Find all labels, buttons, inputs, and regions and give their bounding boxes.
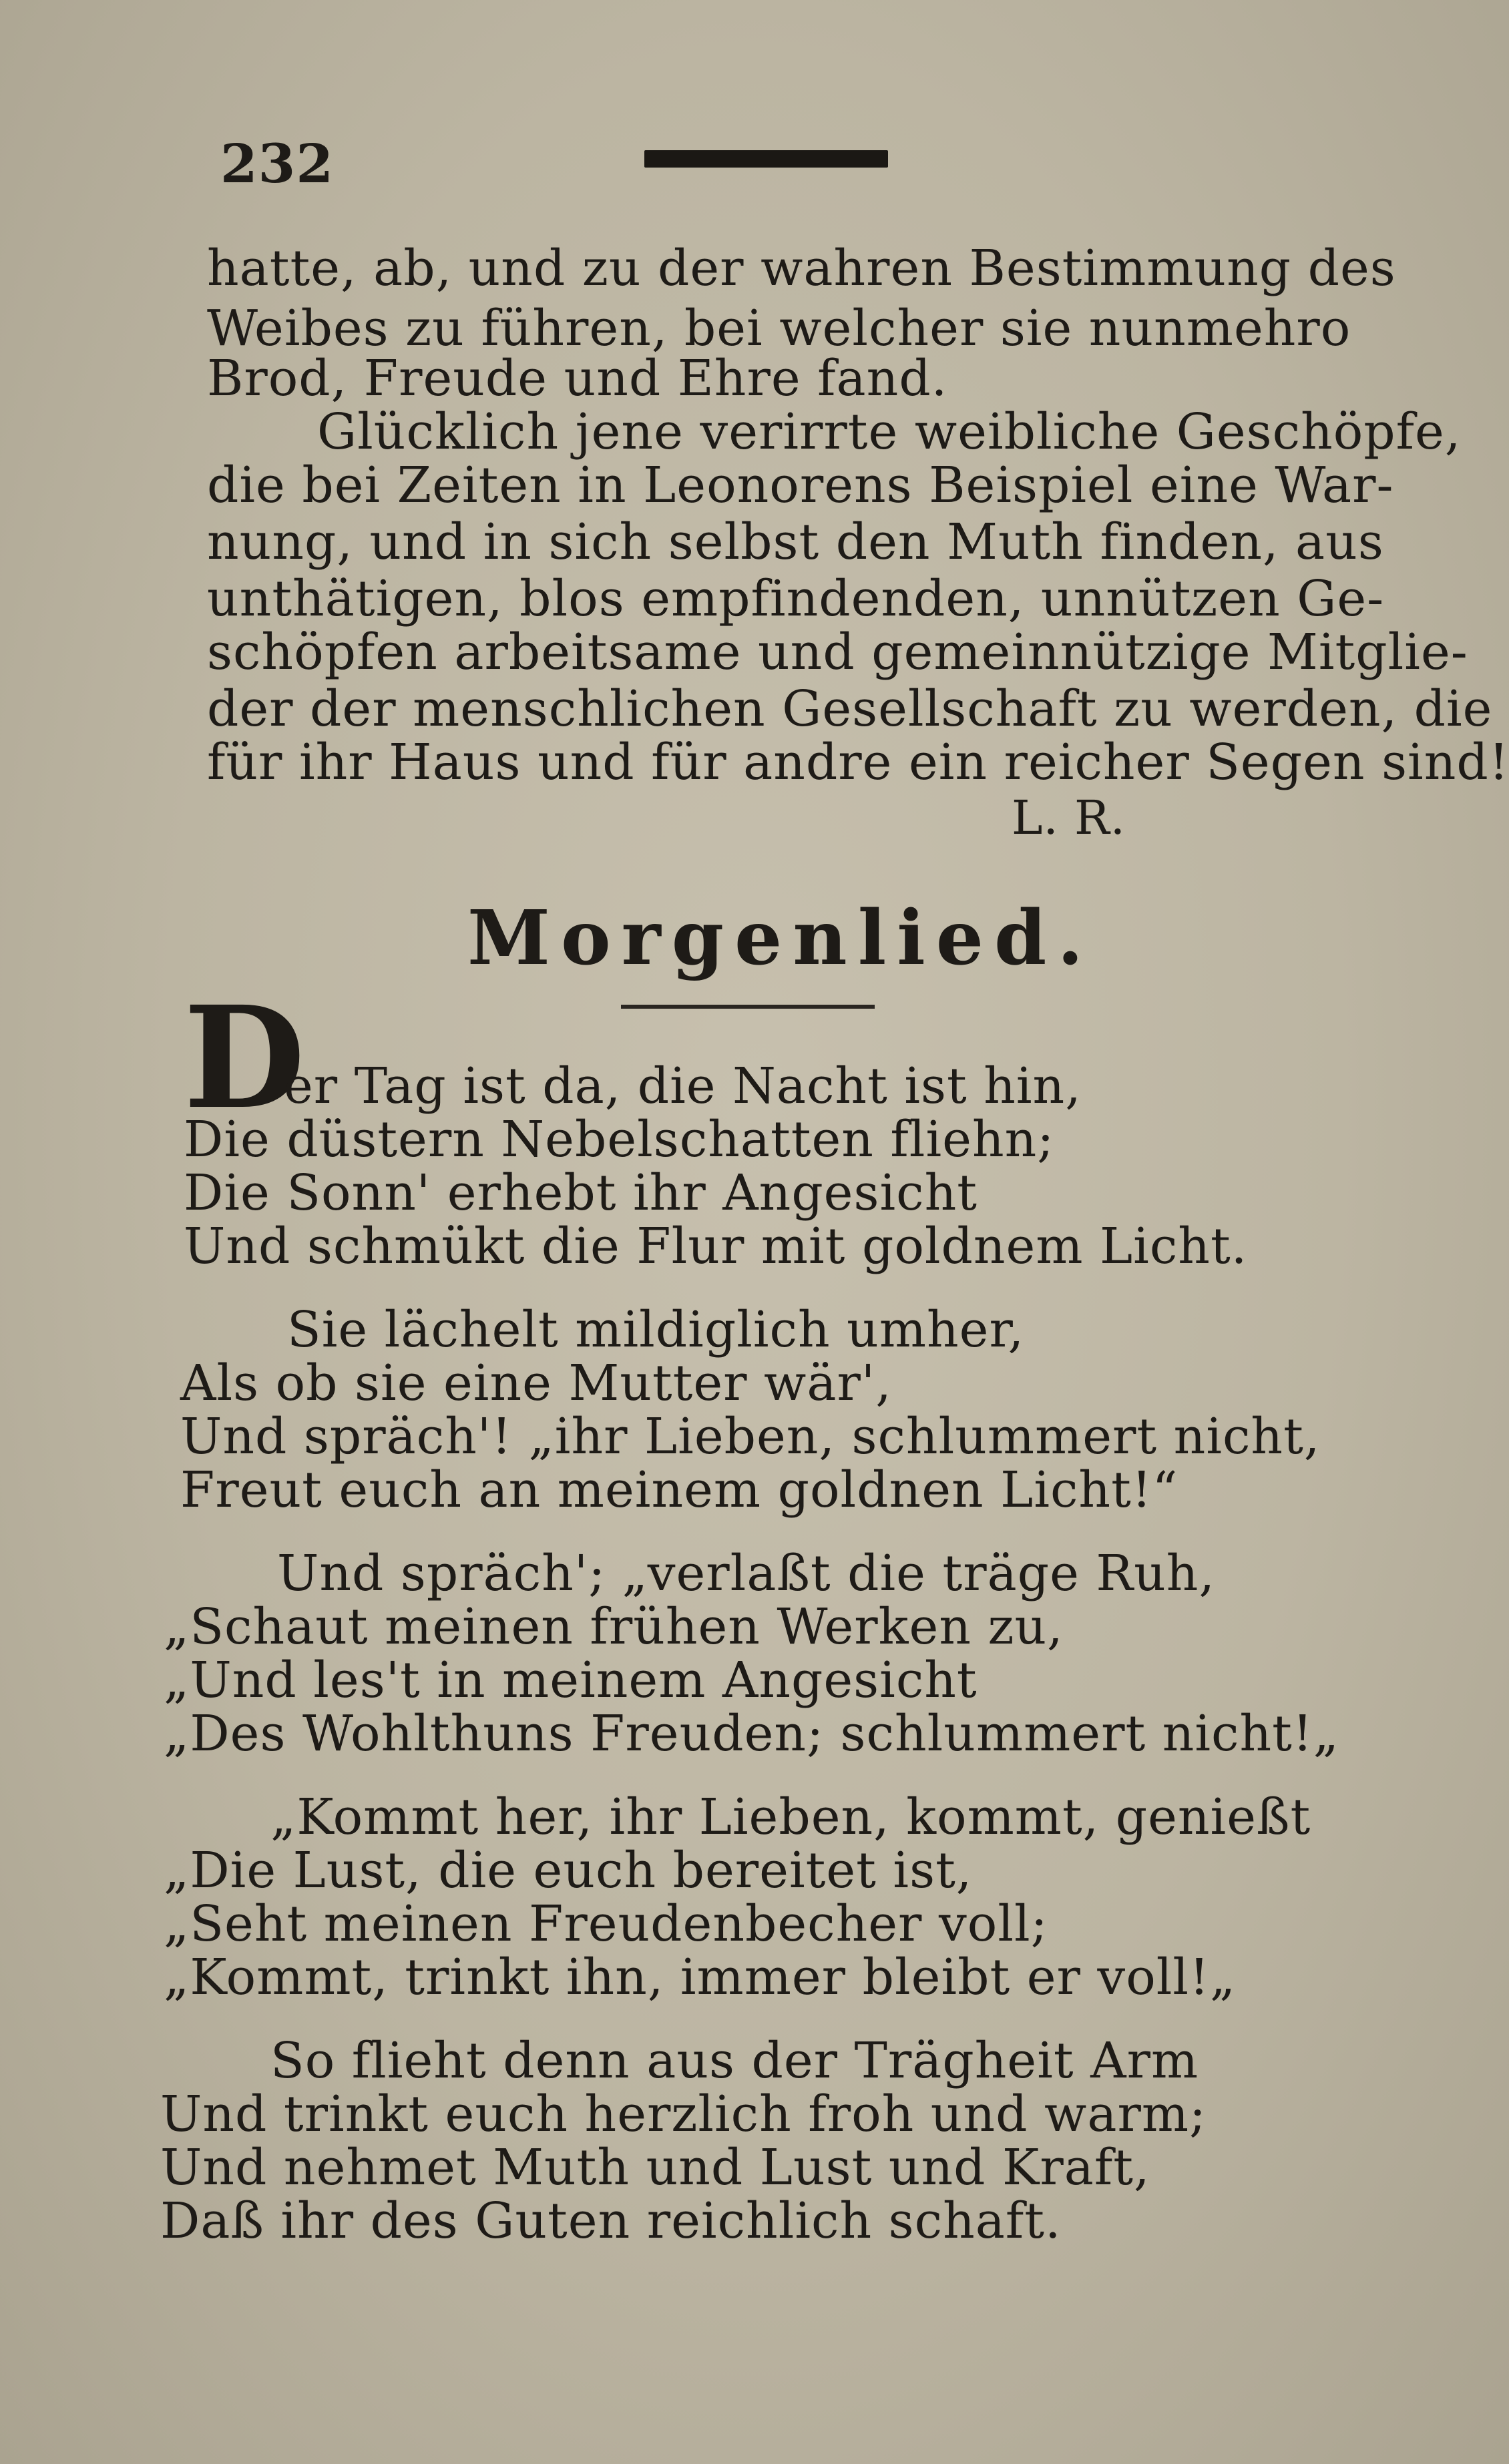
poem-line: „Die Lust, die euch bereitet ist, xyxy=(164,1842,973,1899)
poem-line: „Kommt her, ihr Lieben, kommt, genießt xyxy=(270,1788,1311,1846)
poem-line: Und trinkt euch herzlich froh und warm; xyxy=(160,2085,1207,2143)
poem-line: So flieht denn aus der Trägheit Arm xyxy=(270,2032,1199,2089)
poem-line: er Tag ist da, die Nacht ist hin, xyxy=(284,1057,1082,1115)
prose-line: der der menschlichen Gesellschaft zu werden, die xyxy=(207,680,1493,738)
poem-line: Sie lächelt mildiglich umher, xyxy=(287,1301,1025,1359)
header-rule xyxy=(644,150,888,168)
title-rule xyxy=(621,1005,875,1009)
prose-line: Weibes zu führen, bei welcher sie nunmehro xyxy=(207,300,1351,357)
poem-line: „Des Wohlthuns Freuden; schlummert nicht!„ xyxy=(164,1705,1339,1762)
author-signature: L. R. xyxy=(1012,790,1126,845)
poem-line: Als ob sie eine Mutter wär', xyxy=(180,1354,892,1412)
prose-line: schöpfen arbeitsame und gemeinnützige Mitglie- xyxy=(207,624,1468,681)
poem-line: „Schaut meinen frühen Werken zu, xyxy=(164,1598,1064,1656)
prose-line: Brod, Freude und Ehre fand. xyxy=(207,350,948,407)
prose-line: für ihr Haus und für andre ein reicher Segen sind! xyxy=(207,734,1509,791)
poem-title: Morgenlied. xyxy=(467,895,1094,982)
drop-cap: D xyxy=(184,975,306,1140)
poem-line: Daß ihr des Guten reichlich schaft. xyxy=(160,2192,1062,2250)
page-number: 232 xyxy=(220,132,334,195)
poem-line: Und nehmet Muth und Lust und Kraft, xyxy=(160,2139,1150,2196)
poem-line: „Und les't in meinem Angesicht xyxy=(164,1652,978,1709)
prose-line: die bei Zeiten in Leonorens Beispiel eine War- xyxy=(207,457,1394,514)
prose-line: Glücklich jene verirrte weibliche Geschöpfe, xyxy=(317,403,1462,461)
poem-line: Und spräch'! „ihr Lieben, schlummert nicht, xyxy=(180,1408,1321,1465)
poem-line: „Kommt, trinkt ihn, immer bleibt er voll!„ xyxy=(164,1949,1237,2006)
poem-line: „Seht meinen Freudenbecher voll; xyxy=(164,1895,1048,1953)
prose-line: hatte, ab, und zu der wahren Bestimmung des xyxy=(207,240,1396,297)
poem-line: Die düstern Nebelschatten fliehn; xyxy=(184,1111,1055,1168)
poem-line: Und spräch'; „verlaßt die träge Ruh, xyxy=(277,1545,1215,1602)
poem-line: Die Sonn' erhebt ihr Angesicht xyxy=(184,1164,978,1222)
prose-line: unthätigen, blos empfindenden, unnützen Ge- xyxy=(207,570,1385,628)
prose-line: nung, und in sich selbst den Muth finden, aus xyxy=(207,513,1384,571)
poem-line: Und schmükt die Flur mit goldnem Licht. xyxy=(184,1218,1248,1275)
poem-line: Freut euch an meinem goldnen Licht!“ xyxy=(180,1461,1178,1519)
